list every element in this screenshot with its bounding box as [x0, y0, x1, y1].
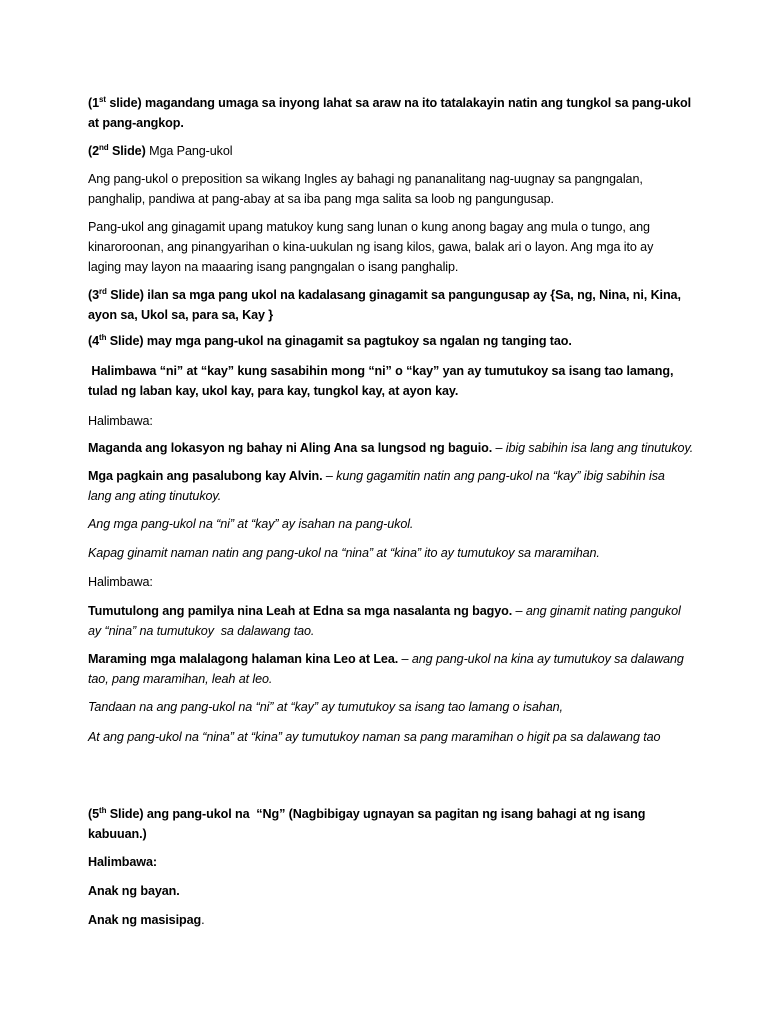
example-2-note: – kung gagamitin natin ang pang-ukol na “kay” ibig sabihin isa lang ang ating tinutukoy. — [88, 469, 665, 503]
slide-3-sup: rd — [99, 286, 107, 296]
ni-kay-paragraph: Halimbawa “ni” at “kay” kung sasabihin mong “ni” o “kay” yan ay tumutukoy sa isang tao lamang, tulad ng laban kay, ukol kay, para kay, tungkol kay, at ayon kay. — [88, 364, 677, 398]
slide-4-paragraph — [88, 331, 698, 351]
slide-2-heading — [88, 141, 698, 161]
note-maramihan: Kapag ginamit naman natin ang pang-ukol na “nina” at “kina” ito ay tumutukoy sa maramihan. — [88, 546, 600, 560]
definition-paragraph: Ang pang-ukol o preposition sa wikang Ingles ay bahagi ng pananalitang nag-uugnay sa pangngalan, panghalip, pandiwa at pang-abay at sa iba pang mga salita sa loob ng pangungusap. — [88, 172, 643, 206]
note-at-ang: At ang pang-ukol na “nina” at “kina” ay tumutukoy naman sa pang maramihan o higit pa sa dalawang tao — [88, 730, 661, 744]
example-6-sentence: Anak ng masisipag — [88, 913, 202, 927]
slide-5-sup: th — [99, 805, 107, 815]
example-4-note: – ang pang-ukol na kina ay tumutukoy sa dalawang tao, pang maramihan, leah at leo. — [88, 652, 684, 686]
example-6-period: . — [201, 913, 205, 927]
slide-1-paragraph — [88, 93, 698, 133]
example-2 — [88, 466, 688, 506]
example-4 — [88, 649, 688, 689]
slide-2-sup: nd — [99, 142, 109, 152]
slide-5-open: (5 — [88, 807, 99, 821]
slide-1-sup: st — [99, 94, 106, 104]
slide-4-sup: th — [99, 332, 107, 342]
example-6 — [88, 910, 688, 930]
slide-2-title: Mga Pang-ukol — [145, 144, 233, 158]
halimbawa-label-2: Halimbawa: — [88, 575, 153, 589]
slide-5-text: Slide) ang pang-ukol na “Ng” (Nagbibigay ugnayan sa pagitan ng isang bahagi at ng isang kabuuan.) — [88, 807, 649, 841]
example-5: Anak ng bayan. — [88, 884, 180, 898]
slide-3-open: (3 — [88, 288, 99, 302]
halimbawa-label-3: Halimbawa: — [88, 855, 157, 869]
slide-1-text: slide) magandang umaga sa inyong lahat sa araw na ito tatalakayin natin ang tungkol sa pang-ukol at pang-angkop. — [88, 96, 692, 130]
usage-paragraph: Pang-ukol ang ginagamit upang matukoy kung sang lunan o kung anong bagay ang mula o tungo, ang kinaroroonan, ang pinangyarihan o kina-uukulan ng isang kilos, gawa, balak ari o layon. Ang mga ito ay laging may layon na maaaring isang pangngalan o isang panghalip. — [88, 220, 654, 274]
example-3-sentence: Tumutulong ang pamilya nina Leah at Edna sa mga nasalanta ng bagyo. — [88, 604, 513, 618]
slide-2-open: (2 — [88, 144, 99, 158]
slide-2-label: Slide) — [108, 144, 146, 158]
slide-1-open: (1 — [88, 96, 99, 110]
example-1 — [88, 438, 698, 458]
halimbawa-label-1: Halimbawa: — [88, 414, 153, 428]
slide-4-open: (4 — [88, 334, 99, 348]
example-4-sentence: Maraming mga malalagong halaman kina Leo at Lea. — [88, 652, 399, 666]
note-isahan: Ang mga pang-ukol na “ni” at “kay” ay isahan na pang-ukol. — [88, 517, 414, 531]
example-1-sentence: Maganda ang lokasyon ng bahay ni Aling Ana sa lungsod ng baguio. — [88, 441, 493, 455]
slide-4-text: Slide) may mga pang-ukol na ginagamit sa pagtukoy sa ngalan ng tanging tao. — [106, 334, 572, 348]
slide-3-text: Slide) ilan sa mga pang ukol na kadalasang ginagamit sa pangungusap ay {Sa, ng, Nina, ni, Kina, ayon sa, Ukol sa, para sa, Kay } — [88, 288, 681, 322]
example-3 — [88, 601, 688, 641]
slide-3-paragraph — [88, 285, 688, 325]
slide-5-paragraph — [88, 804, 648, 844]
example-2-sentence: Mga pagkain ang pasalubong kay Alvin. — [88, 469, 323, 483]
example-3-note: – ang ginamit nating pangukol ay “nina” na tumutukoy sa dalawang tao. — [88, 604, 685, 638]
note-tandaan: Tandaan na ang pang-ukol na “ni” at “kay” ay tumutukoy sa isang tao lamang o isahan, — [88, 700, 563, 714]
example-1-note: – ibig sabihin isa lang ang tinutukoy. — [492, 441, 694, 455]
